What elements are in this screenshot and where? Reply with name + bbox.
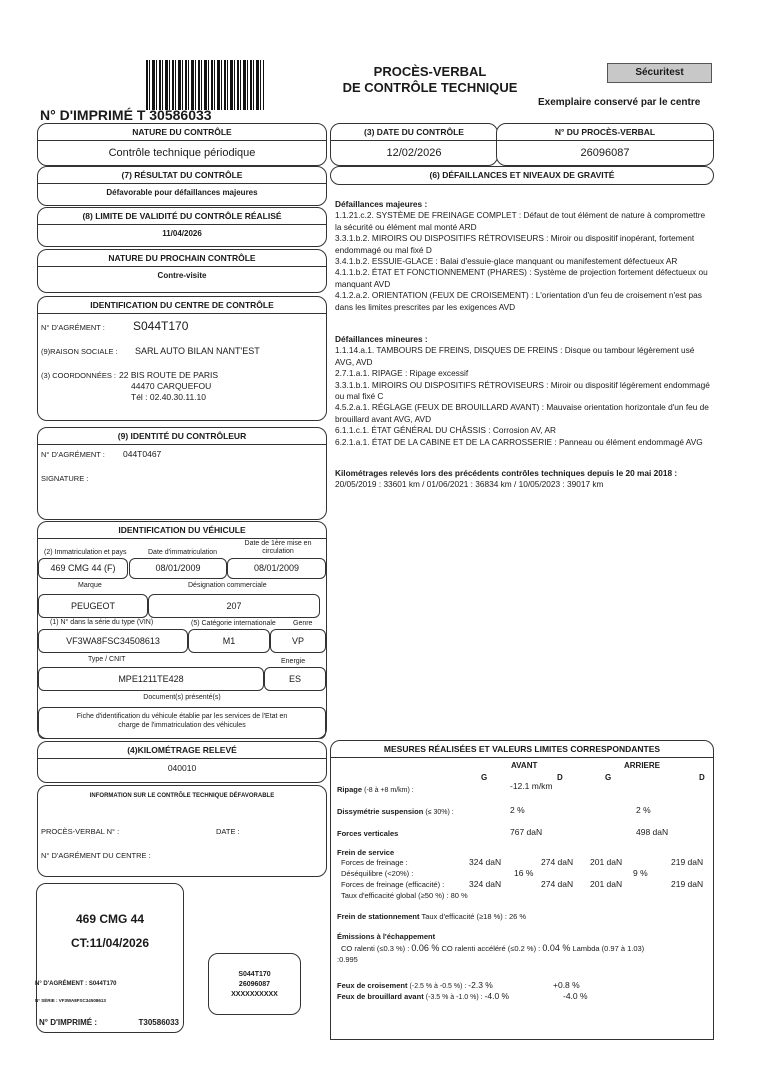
- vehicule-section: IDENTIFICATION DU VÉHICULE (2) Immatriculation et pays Date d'immatriculation Date de 1ère mise en circulation 469 CMG 44 (F) 08/01/2009 08/01/2009 Marque Désignation commerciale PEUGEOT 207 (1) N° dans la série du type (VIN) (5) Catégorie internationale Genre VF3WA8FSC34508613 M1 VP Type / CNIT Energie MPE1211TE428 ES Document(s) présenté(s) Fiche d'identification du véhicule établie par les services de l'Etat en charge de l'immatriculation des véhicules: [37, 521, 327, 739]
- barcode: [146, 60, 264, 110]
- designation-field: 207: [148, 594, 320, 618]
- centre-raison: SARL AUTO BILAN NANT'EST: [135, 346, 260, 356]
- pv-number-section: N° DU PROCÈS-VERBAL 26096087: [496, 123, 714, 166]
- limite-value: 11/04/2026: [162, 229, 202, 238]
- marque-field: PEUGEOT: [38, 594, 148, 618]
- info-defavorable-section: INFORMATION SUR LE CONTRÔLE TECHNIQUE DÉFAVORABLE PROCÈS-VERBAL N° : DATE : N° D'AGRÉMENT DU CENTRE :: [37, 785, 327, 877]
- genre-field: VP: [270, 629, 326, 653]
- resultat-section: (7) RÉSULTAT DU CONTRÔLE Défavorable pour défaillances majeures: [37, 166, 327, 206]
- defaillance-item: 2.7.1.a.1. RIPAGE : Ripage excessif: [335, 368, 469, 379]
- km-history: Kilométrages relevés lors des précédents contrôles techniques depuis le 20 mai 2018 : 20/05/2019 : 33601 km / 01/06/2021 : 36834 km / 10/05/2023 : 39017 km: [335, 468, 678, 490]
- defaillances-mineures: Défaillances mineures : 1.1.14.a.1. TAMBOURS DE FREINS, DISQUES DE FREINS : Disque ou tambour légèrement usé AVG, AVD 2.7.1.a.1. RIPAGE : Ripage excessif 3.3.1.b.1. MIROIRS OU DISPOSITIFS RÉTROVISEURS : Miroir ou dispositif légèrement endommagé ou mal fixé C 4.5.2.a.1. RÉGLAGE (FEUX DE BROUILLARD AVANT) : Mauvaise orientation horizontale d'un feu de brouillard avant AVG, AVD 6.1.1.c.1. ÉTAT GÉNÉRAL DU CHÂSSIS : Corrosion AV, AR 6.2.1.a.1. ÉTAT DE LA CABINE ET DE LA CARROSSERIE : Panneau ou élément endommagé AVG: [335, 334, 713, 448]
- date-controle-section: (3) DATE DU CONTRÔLE 12/02/2026: [330, 123, 498, 166]
- vignette-ct: CT:11/04/2026: [70, 936, 150, 950]
- kilometrage-value: 040010: [167, 763, 197, 773]
- date-mec-field: 08/01/2009: [227, 558, 326, 579]
- prochain-section: NATURE DU PROCHAIN CONTRÔLE Contre-visite: [37, 249, 327, 293]
- nature-section: NATURE DU CONTRÔLE Contrôle technique périodique: [37, 123, 327, 166]
- vin-field: VF3WA8FSC34508613: [38, 629, 188, 653]
- defaillance-item: 3.4.1.b.2. ESSUIE-GLACE : Balai d'essuie-glace manquant ou manifestement défectueux AR: [335, 256, 678, 267]
- vignette-card: 469 CMG 44 CT:11/04/2026 N° D'AGRÉMENT : S044T170 N° SÉRIE : VF3WA8FSC34508613 N° D'IMPRIMÉ : T30586033: [36, 883, 184, 1033]
- defaillance-item: 6.2.1.a.1. ÉTAT DE LA CABINE ET DE LA CARROSSERIE : Panneau ou élément endommagé AVG: [335, 436, 703, 447]
- defaillance-item: 4.5.2.a.1. RÉGLAGE (FEUX DE BROUILLARD AVANT) : Mauvaise orientation horizontale d'un feu de brouillard avant AVG, AVD: [335, 402, 709, 424]
- signature-label: SIGNATURE :: [41, 474, 89, 483]
- defaillances-header: (6) DÉFAILLANCES ET NIVEAUX DE GRAVITÉ: [330, 166, 714, 185]
- defaillance-item: 1.1.21.c.2. SYSTÈME DE FREINAGE COMPLET : Défaut de tout élément de nature à compromettre la sécurité ou élément mal monté ARD: [335, 210, 706, 232]
- stamp-box: S044T170 26096087 XXXXXXXXXX: [208, 953, 301, 1015]
- defaillance-item: 3.3.1.b.2. MIROIRS OU DISPOSITIFS RÉTROVISEURS : Miroir ou dispositif inopérant, fortement endommagé ou mal fixé D: [335, 233, 695, 255]
- defaillance-item: 4.1.2.a.2. ORIENTATION (FEUX DE CROISEMENT) : L'orientation d'un feu de croisement n'est pas dans les limites prescrites par les exigences AVD: [335, 290, 702, 312]
- centre-section: IDENTIFICATION DU CENTRE DE CONTRÔLE N° D'AGRÉMENT : S044T170 (9)RAISON SOCIALE : SARL AUTO BILAN NANT'EST (3) COORDONNÉES : 22 BIS ROUTE DE PARIS 44470 CARQUEFOU Tél : 02.40.30.11.10: [37, 296, 327, 421]
- defaillance-item: 1.1.14.a.1. TAMBOURS DE FREINS, DISQUES DE FREINS : Disque ou tambour légèrement usé AVG, AVD: [335, 345, 695, 367]
- pv-number-value: 26096087: [580, 147, 630, 159]
- controleur-agrement: 044T0467: [123, 449, 162, 459]
- categorie-field: M1: [188, 629, 270, 653]
- limite-section: (8) LIMITE DE VALIDITÉ DU CONTRÔLE RÉALISÉ 11/04/2026: [37, 207, 327, 247]
- ripage-value: -12.1 m/km: [510, 781, 553, 791]
- date-controle-value: 12/02/2026: [386, 147, 442, 159]
- kilometrage-section: (4)KILOMÉTRAGE RELEVÉ 040010: [37, 741, 327, 783]
- nature-value: Contrôle technique périodique: [108, 147, 256, 159]
- brand-badge: Sécuritest: [607, 63, 712, 83]
- centre-address: 22 BIS ROUTE DE PARIS 44470 CARQUEFOU Tél : 02.40.30.11.10: [119, 370, 219, 402]
- mesures-section: MESURES RÉALISÉES ET VALEURS LIMITES CORRESPONDANTES AVANT ARRIERE G D G D Ripage (-8 à +8 m/km) : -12.1 m/km Dissymétrie suspension (≤ 30%) : 2 % 2 % Forces verticales 767 daN 498 daN Frein de service Forces de freinage : 324 daN 274 daN 201 daN 219 daN Déséquilibre (<20%) : 16 % 9 % Forces de freinage (efficacité) : 324 daN 274 daN 201 daN 219 daN Taux d'efficacité global (≥50 %) : 80 % Frein de stationnement Taux d'efficacité (≥18 %) : 26 % Émissions à l'échappement CO ralenti (≤0.3 %) : 0.06 % CO ralenti accéléré (≤0.2 %) : 0.04 % Lambda (0.97 à 1.03) :0.995 Feux de croisement (-2.5 % à -0.5 %) : -2.3 % +0.8 % Feux de brouillard avant (-3.5 % à -1.0 %) : -4.0 % -4.0 %: [330, 740, 714, 1040]
- immat-field: 469 CMG 44 (F): [38, 558, 128, 579]
- cnit-field: MPE1211TE428: [38, 667, 264, 691]
- defaillance-item: 3.3.1.b.1. MIROIRS OU DISPOSITIFS RÉTROVISEURS : Miroir ou dispositif légèrement endommagé ou mal fixé C: [335, 379, 710, 402]
- documents-field: Fiche d'identification du véhicule établie par les services de l'Etat en charge de l'immatriculation des véhicules: [38, 707, 326, 739]
- centre-agrement: S044T170: [133, 319, 189, 333]
- vignette-plate: 469 CMG 44: [75, 912, 145, 926]
- resultat-value: Défavorable pour défaillances majeures: [106, 188, 258, 197]
- copy-note: Exemplaire conservé par le centre: [538, 97, 701, 108]
- imprime-number: N° D'IMPRIMÉ T 30586033: [40, 107, 212, 123]
- controleur-section: (9) IDENTITÉ DU CONTRÔLEUR N° D'AGRÉMENT : 044T0467 SIGNATURE :: [37, 427, 327, 520]
- prochain-value: Contre-visite: [157, 271, 207, 280]
- energie-field: ES: [264, 667, 326, 691]
- page-title: PROCÈS-VERBAL DE CONTRÔLE TECHNIQUE: [342, 64, 518, 95]
- defaillance-item: 6.1.1.c.1. ÉTAT GÉNÉRAL DU CHÂSSIS : Corrosion AV, AR: [335, 425, 557, 436]
- date-immat-field: 08/01/2009: [129, 558, 227, 579]
- defaillances-majeures: Défaillances majeures : 1.1.21.c.2. SYSTÈME DE FREINAGE COMPLET : Défaut de tout élément de nature à compromettre la sécurité ou élément mal monté ARD 3.3.1.b.2. MIROIRS OU DISPOSITIFS RÉTROVISEURS : Miroir ou dispositif inopérant, fortement endommagé ou mal fixé D 3.4.1.b.2. ESSUIE-GLACE : Balai d'essuie-glace manquant ou manifestement défectueux AR 4.1.1.b.2. ÉTAT ET FONCTIONNEMENT (PHARES) : Système de projection fortement défectueux ou manquant AVD 4.1.2.a.2. ORIENTATION (FEUX DE CROISEMENT) : L'orientation d'un feu de croisement n'est pas dans les limites prescrites par les exigences AVD: [335, 199, 713, 313]
- defaillance-item: 4.1.1.b.2. ÉTAT ET FONCTIONNEMENT (PHARES) : Système de projection fortement défectueux ou manquant AVD: [335, 267, 708, 289]
